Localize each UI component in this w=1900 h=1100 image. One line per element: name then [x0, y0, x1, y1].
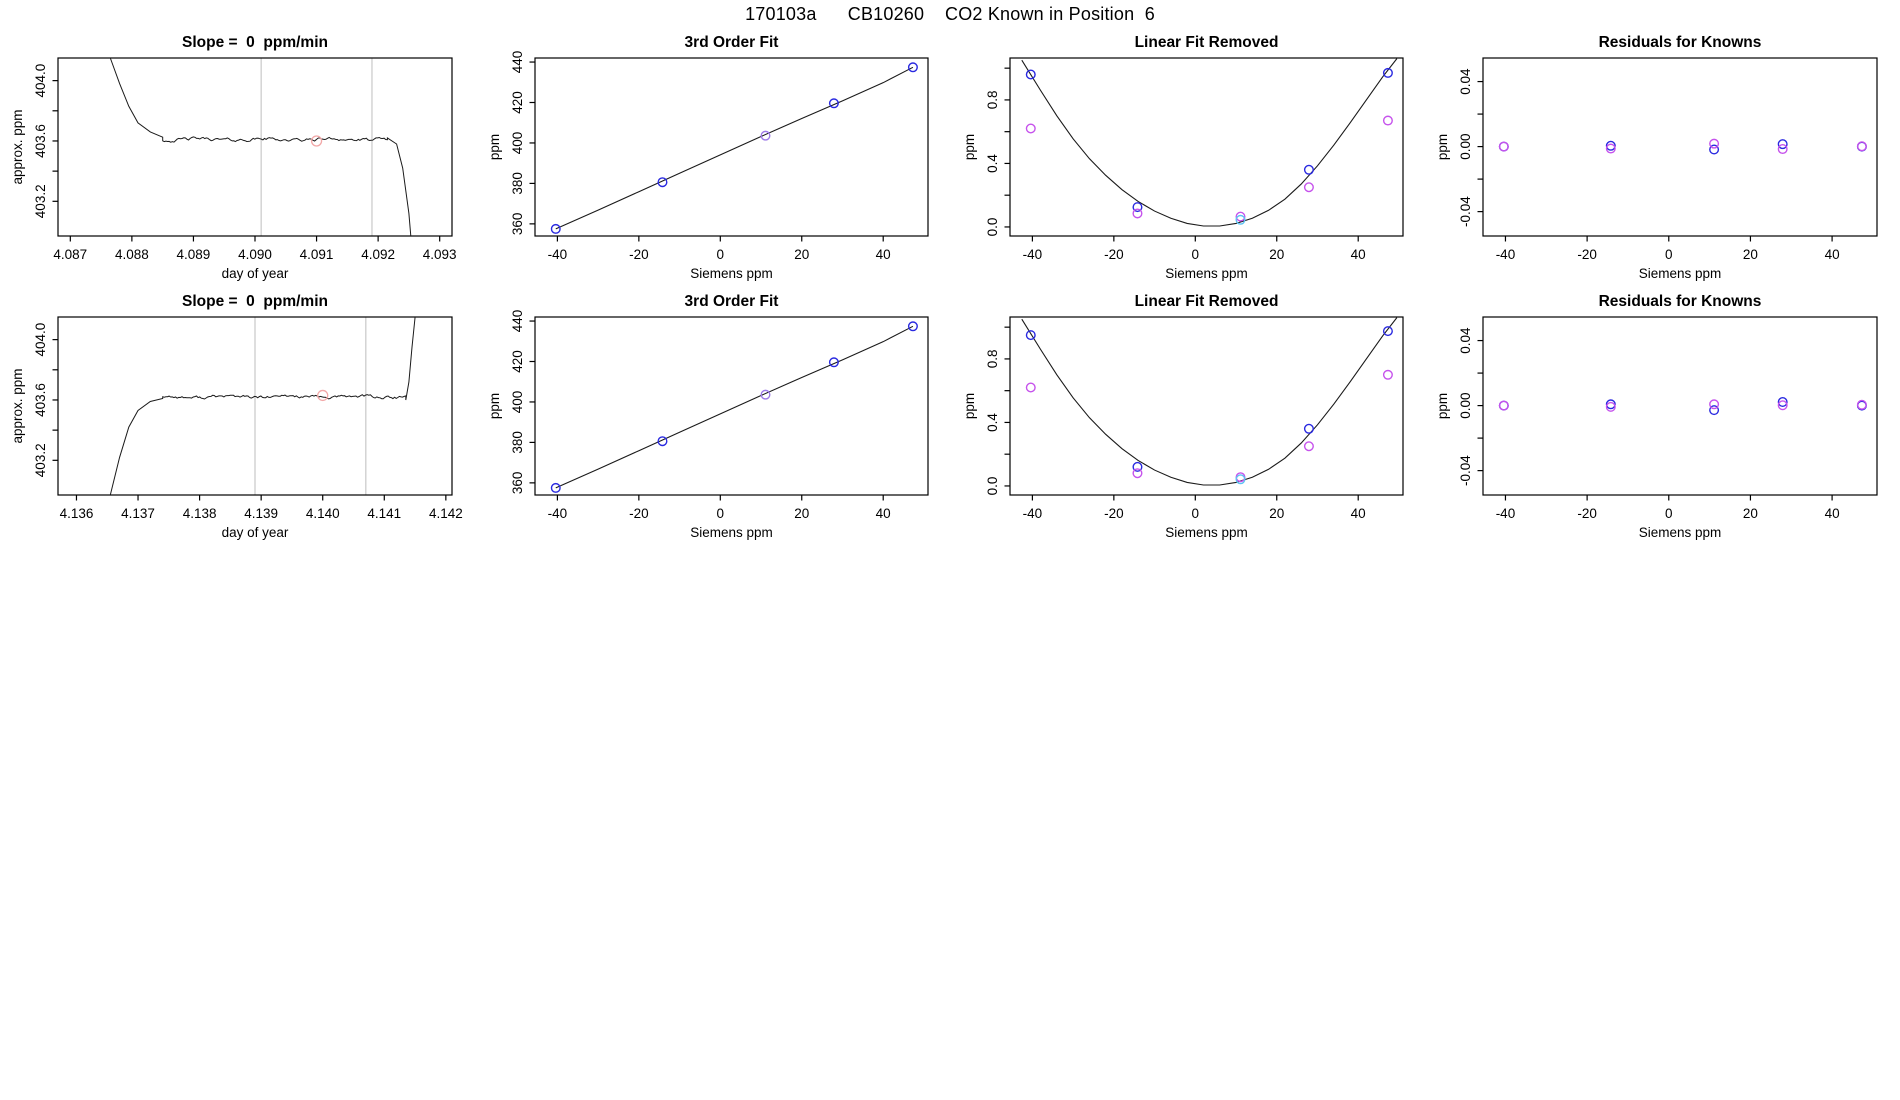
- svg-text:Siemens ppm: Siemens ppm: [1165, 525, 1248, 540]
- svg-text:-40: -40: [1022, 247, 1043, 262]
- plot-residuals-row1: [1425, 20, 1885, 294]
- svg-text:-40: -40: [1495, 506, 1516, 521]
- svg-text:0.00: 0.00: [1458, 392, 1473, 419]
- svg-text:20: 20: [1742, 506, 1758, 521]
- svg-text:0: 0: [716, 506, 725, 521]
- svg-text:day of year: day of year: [221, 525, 289, 540]
- svg-text:403.6: 403.6: [33, 124, 48, 158]
- svg-text:40: 40: [1824, 506, 1840, 521]
- svg-text:4.140: 4.140: [305, 506, 340, 521]
- svg-text:Linear Fit Removed: Linear Fit Removed: [1134, 293, 1279, 310]
- svg-text:ppm: ppm: [1435, 392, 1450, 420]
- svg-text:day of year: day of year: [221, 266, 289, 281]
- plot-linear-removed-row2: [952, 279, 1411, 553]
- svg-text:-20: -20: [1577, 247, 1597, 262]
- svg-text:403.2: 403.2: [33, 184, 48, 219]
- svg-text:4.089: 4.089: [176, 247, 211, 262]
- svg-text:approx. ppm: approx. ppm: [10, 368, 25, 444]
- svg-text:440: 440: [510, 50, 525, 74]
- svg-text:4.087: 4.087: [53, 247, 88, 262]
- svg-text:403.6: 403.6: [33, 383, 48, 417]
- svg-text:380: 380: [510, 172, 525, 195]
- svg-text:-40: -40: [547, 247, 568, 262]
- svg-text:-20: -20: [1104, 506, 1124, 521]
- svg-text:4.142: 4.142: [428, 506, 463, 521]
- svg-text:Siemens ppm: Siemens ppm: [690, 525, 773, 540]
- svg-text:0: 0: [1191, 506, 1200, 521]
- svg-text:420: 420: [510, 350, 525, 373]
- svg-text:440: 440: [510, 309, 525, 333]
- svg-text:0.04: 0.04: [1458, 68, 1473, 95]
- svg-text:3rd Order Fit: 3rd Order Fit: [684, 34, 779, 51]
- svg-text:ppm: ppm: [1435, 133, 1450, 161]
- svg-text:40: 40: [1350, 247, 1366, 262]
- svg-text:-20: -20: [1104, 247, 1124, 262]
- svg-text:40: 40: [1350, 506, 1366, 521]
- svg-text:Siemens ppm: Siemens ppm: [1638, 266, 1722, 281]
- svg-text:4.088: 4.088: [114, 247, 149, 262]
- svg-text:20: 20: [794, 506, 810, 521]
- svg-text:0.4: 0.4: [985, 154, 1000, 173]
- svg-text:-20: -20: [1577, 506, 1597, 521]
- svg-text:Siemens ppm: Siemens ppm: [1638, 525, 1722, 540]
- svg-text:403.2: 403.2: [33, 443, 48, 478]
- svg-text:40: 40: [875, 247, 891, 262]
- svg-text:40: 40: [1824, 247, 1840, 262]
- svg-text:400: 400: [510, 131, 525, 155]
- svg-text:0: 0: [1191, 247, 1200, 262]
- svg-text:-0.04: -0.04: [1458, 196, 1473, 228]
- svg-text:0: 0: [1665, 247, 1673, 262]
- svg-text:0.0: 0.0: [985, 476, 1000, 496]
- svg-text:4.093: 4.093: [422, 247, 457, 262]
- svg-text:-40: -40: [1022, 506, 1043, 521]
- svg-text:-20: -20: [629, 506, 649, 521]
- svg-text:Slope = 0 ppm/min: Slope = 0 ppm/min: [182, 34, 328, 51]
- svg-text:4.090: 4.090: [238, 247, 272, 262]
- svg-text:0.4: 0.4: [985, 413, 1000, 432]
- svg-text:Siemens ppm: Siemens ppm: [1165, 266, 1248, 281]
- svg-text:4.139: 4.139: [244, 506, 279, 521]
- svg-text:-40: -40: [1495, 247, 1516, 262]
- svg-text:0.04: 0.04: [1458, 327, 1473, 354]
- svg-text:404.0: 404.0: [33, 322, 48, 357]
- svg-text:3rd Order Fit: 3rd Order Fit: [684, 293, 779, 310]
- plot-residuals-row2: [1425, 279, 1885, 553]
- svg-text:0.00: 0.00: [1458, 133, 1473, 160]
- svg-text:20: 20: [1742, 247, 1758, 262]
- page-title: 170103a CB10260 CO2 Known in Position 6: [745, 4, 1155, 24]
- svg-text:400: 400: [510, 390, 525, 414]
- svg-text:ppm: ppm: [487, 392, 502, 420]
- svg-text:380: 380: [510, 431, 525, 454]
- plot-linear-removed-row1: [952, 20, 1411, 294]
- svg-text:Slope = 0 ppm/min: Slope = 0 ppm/min: [182, 293, 328, 310]
- svg-text:0: 0: [716, 247, 725, 262]
- svg-text:20: 20: [1269, 247, 1285, 262]
- svg-text:4.091: 4.091: [299, 247, 334, 262]
- svg-text:-40: -40: [547, 506, 568, 521]
- svg-text:360: 360: [510, 212, 525, 236]
- svg-text:0.8: 0.8: [985, 349, 1000, 369]
- svg-text:Residuals for Knowns: Residuals for Knowns: [1598, 293, 1762, 310]
- svg-text:ppm: ppm: [962, 392, 977, 420]
- svg-text:4.141: 4.141: [367, 506, 402, 521]
- svg-text:Residuals for Knowns: Residuals for Knowns: [1598, 34, 1762, 51]
- svg-text:0: 0: [1665, 506, 1673, 521]
- svg-text:404.0: 404.0: [33, 63, 48, 98]
- svg-text:20: 20: [794, 247, 810, 262]
- svg-text:4.136: 4.136: [59, 506, 94, 521]
- plot-slope-row1: [0, 20, 460, 294]
- svg-text:approx. ppm: approx. ppm: [10, 109, 25, 185]
- plot-fit-row1: [477, 20, 936, 294]
- svg-text:0.8: 0.8: [985, 90, 1000, 110]
- plot-fit-row2: [477, 279, 936, 553]
- svg-text:4.138: 4.138: [182, 506, 217, 521]
- svg-text:20: 20: [1269, 506, 1285, 521]
- svg-text:Linear Fit Removed: Linear Fit Removed: [1134, 34, 1279, 51]
- svg-text:ppm: ppm: [487, 133, 502, 161]
- plot-slope-row2: [0, 279, 463, 553]
- svg-text:Siemens ppm: Siemens ppm: [690, 266, 773, 281]
- svg-text:0.0: 0.0: [985, 217, 1000, 237]
- svg-text:4.137: 4.137: [121, 506, 155, 521]
- svg-text:420: 420: [510, 91, 525, 114]
- svg-text:360: 360: [510, 471, 525, 495]
- svg-text:4.092: 4.092: [361, 247, 396, 262]
- svg-text:40: 40: [875, 506, 891, 521]
- svg-text:-20: -20: [629, 247, 649, 262]
- svg-text:ppm: ppm: [962, 133, 977, 161]
- svg-text:-0.04: -0.04: [1458, 455, 1473, 487]
